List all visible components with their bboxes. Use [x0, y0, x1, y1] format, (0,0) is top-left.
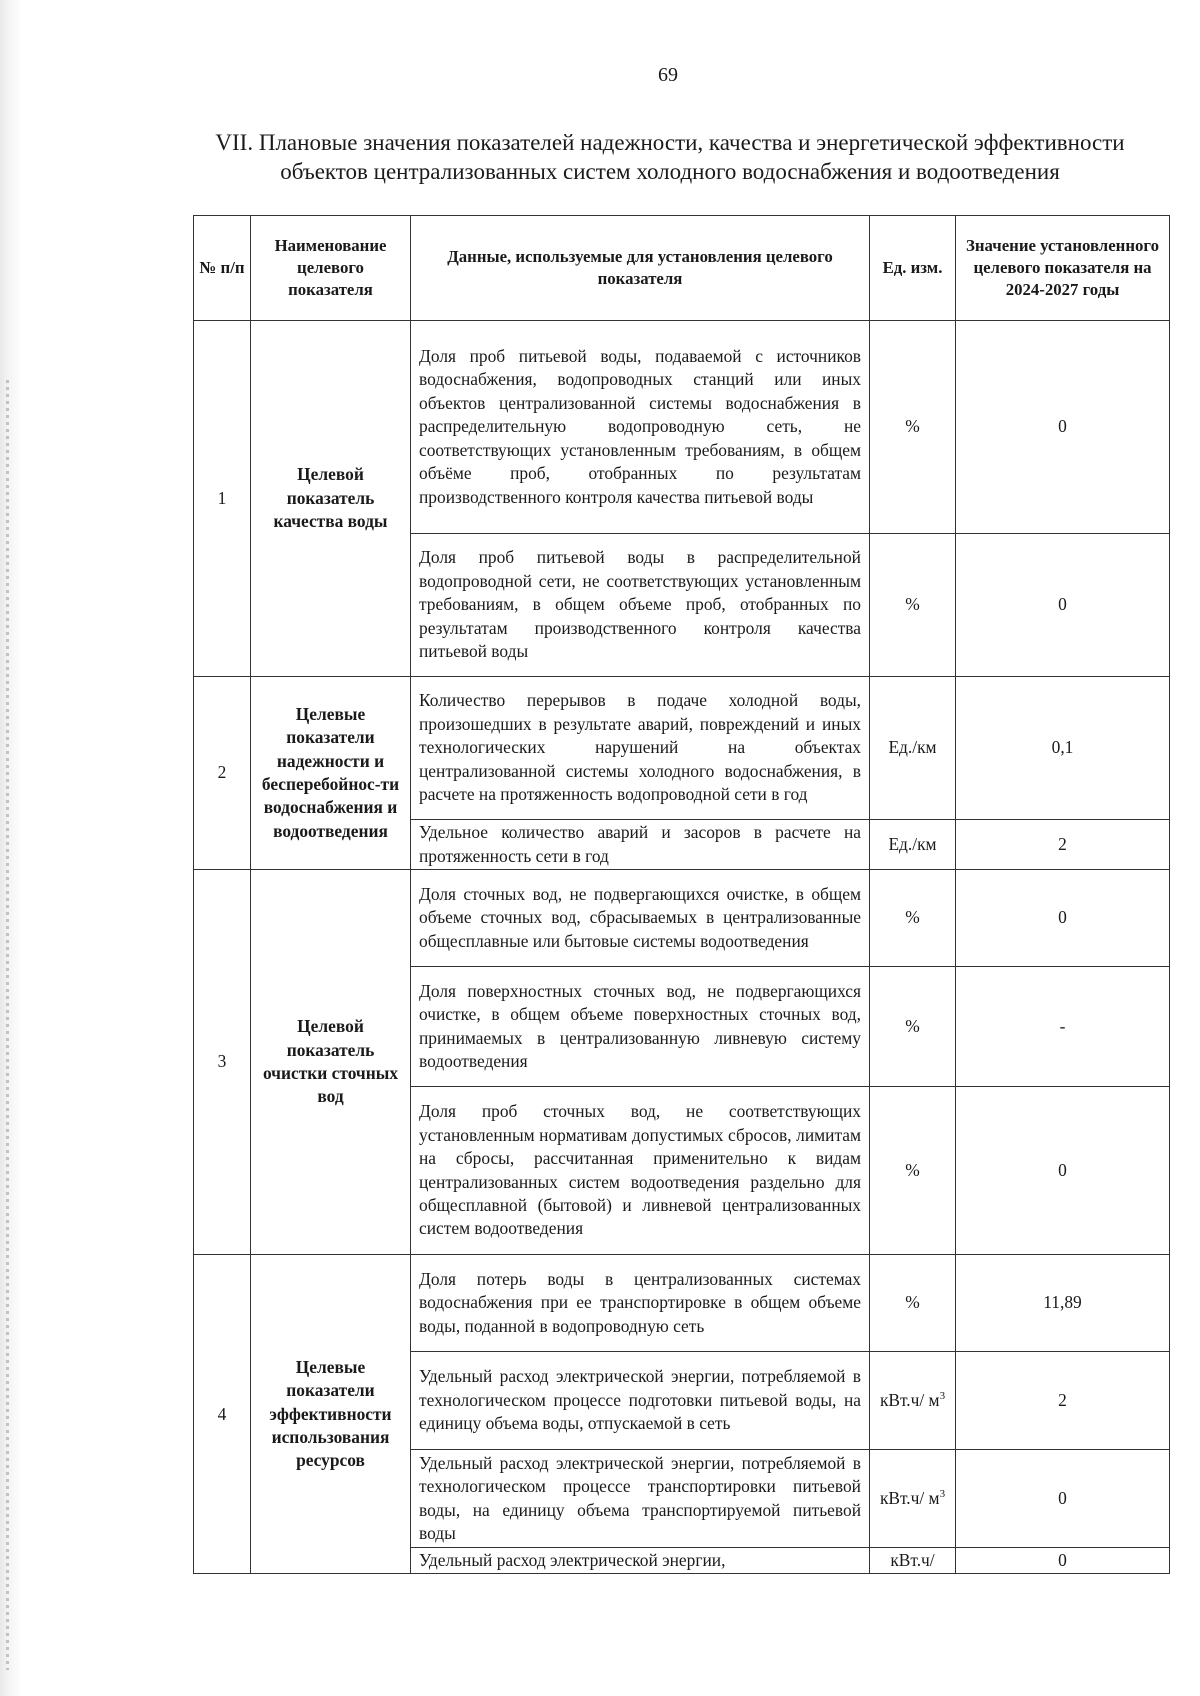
row-num: 1: [194, 321, 251, 677]
indicator-unit: %: [870, 534, 956, 677]
section-title: VII. Плановые значения показателей надежности, качества и энергетической эффективности объектов централизованных систем холодного водоснабжения и водоотведения: [215, 130, 1125, 184]
indicator-value: 0: [956, 870, 1170, 967]
indicator-value: 0: [956, 1087, 1170, 1255]
row-num: 2: [194, 677, 251, 870]
table-row: [194, 321, 1170, 534]
indicator-unit: %: [870, 870, 956, 967]
indicators-table: [193, 215, 1170, 1574]
indicator-data: Доля проб питьевой воды, подаваемой с источников водоснабжения, водопроводных станций или иных объектов централизованной системы водоснабжения в распределительную водопроводную сеть, не соответствующих установленным требованиям, в общем объёме проб, отобранных по результатам производственного контроля качества питьевой воды: [411, 321, 870, 534]
scan-edge: [0, 0, 22, 1696]
table-header-row: [194, 216, 1170, 321]
indicator-unit: %: [870, 967, 956, 1087]
indicator-unit: %: [870, 321, 956, 534]
table-row: [194, 870, 1170, 967]
indicator-value: 11,89: [956, 1255, 1170, 1352]
indicator-value: 0,1: [956, 677, 1170, 820]
header-data: Данные, используемые для установления целевого показателя: [411, 216, 870, 321]
indicator-data: Удельное количество аварий и засоров в расчете на протяженность сети в год: [411, 820, 870, 870]
indicator-name: Целевые показатели эффективности использования ресурсов: [251, 1255, 411, 1574]
indicator-value: -: [956, 967, 1170, 1087]
indicator-data: Доля сточных вод, не подвергающихся очистке, в общем объеме сточных вод, сбрасываемых в централизованные общесплавные или бытовые системы водоотведения: [411, 870, 870, 967]
indicator-value: 0: [956, 1450, 1170, 1548]
indicator-data: Доля поверхностных сточных вод, не подвергающихся очистке, в общем объеме поверхностных сточных вод, принимаемых в централизованную ливневую систему водоотведения: [411, 967, 870, 1087]
indicator-name: Целевые показатели надежности и бесперебойнос-ти водоснабжения и водоотведения: [251, 677, 411, 870]
row-num: 4: [194, 1255, 251, 1574]
indicator-unit: кВт.ч/ $м^3$: [870, 1352, 956, 1450]
indicator-value: 0: [956, 321, 1170, 534]
indicator-value: 2: [956, 820, 1170, 870]
indicator-data: Доля проб сточных вод, не соответствующих установленным нормативам допустимых сбросов, лимитам на сбросы, рассчитанная применительно к видам централизованных систем водоотведения раздельно для общесплавной (бытовой) и ливневой централизованных систем водоотведения: [411, 1087, 870, 1255]
indicator-data: Доля потерь воды в централизованных системах водоснабжения при ее транспортировке в общем объеме воды, поданной в водопроводную сеть: [411, 1255, 870, 1352]
row-num: 3: [194, 870, 251, 1255]
indicator-data: Удельный расход электрической энергии, потребляемой в технологическом процессе подготовки питьевой воды, на единицу объема воды, отпускаемой в сеть: [411, 1352, 870, 1450]
header-unit: Ед. изм.: [870, 216, 956, 321]
indicator-unit: Ед./км: [870, 677, 956, 820]
indicator-data: Удельный расход электрической энергии, потребляемой в технологическом процессе транспортировки питьевой воды, на единицу объема транспортируемой питьевой воды: [411, 1450, 870, 1548]
indicator-value: 0: [956, 1548, 1170, 1574]
indicator-unit: %: [870, 1087, 956, 1255]
indicator-name: Целевой показатель качества воды: [251, 321, 411, 677]
indicator-data: Доля проб питьевой воды в распределительной водопроводной сети, не соответствующих установленным требованиям, в общем объеме проб, отобранных по результатам производственного контроля качества питьевой воды: [411, 534, 870, 677]
page-number: 69: [658, 64, 678, 86]
indicator-unit: кВт.ч/: [870, 1548, 956, 1574]
indicator-data: Удельный расход электрической энергии,: [411, 1548, 870, 1574]
indicator-value: 0: [956, 534, 1170, 677]
header-name: Наименование целевого показателя: [251, 216, 411, 321]
header-value: Значение установленного целевого показателя на 2024-2027 годы: [956, 216, 1170, 321]
table-row: [194, 677, 1170, 820]
indicator-unit: %: [870, 1255, 956, 1352]
indicator-value: 2: [956, 1352, 1170, 1450]
indicator-unit: Ед./км: [870, 820, 956, 870]
header-num: № п/п: [194, 216, 251, 321]
indicator-unit: кВт.ч/ $м^3$: [870, 1450, 956, 1548]
indicator-data: Количество перерывов в подаче холодной воды, произошедших в результате аварий, повреждений и иных технологических нарушений на объектах централизованной системы холодного водоснабжения, в расчете на протяженность водопроводной сети в год: [411, 677, 870, 820]
table-row: [194, 1255, 1170, 1352]
indicator-name: Целевой показатель очистки сточных вод: [251, 870, 411, 1255]
